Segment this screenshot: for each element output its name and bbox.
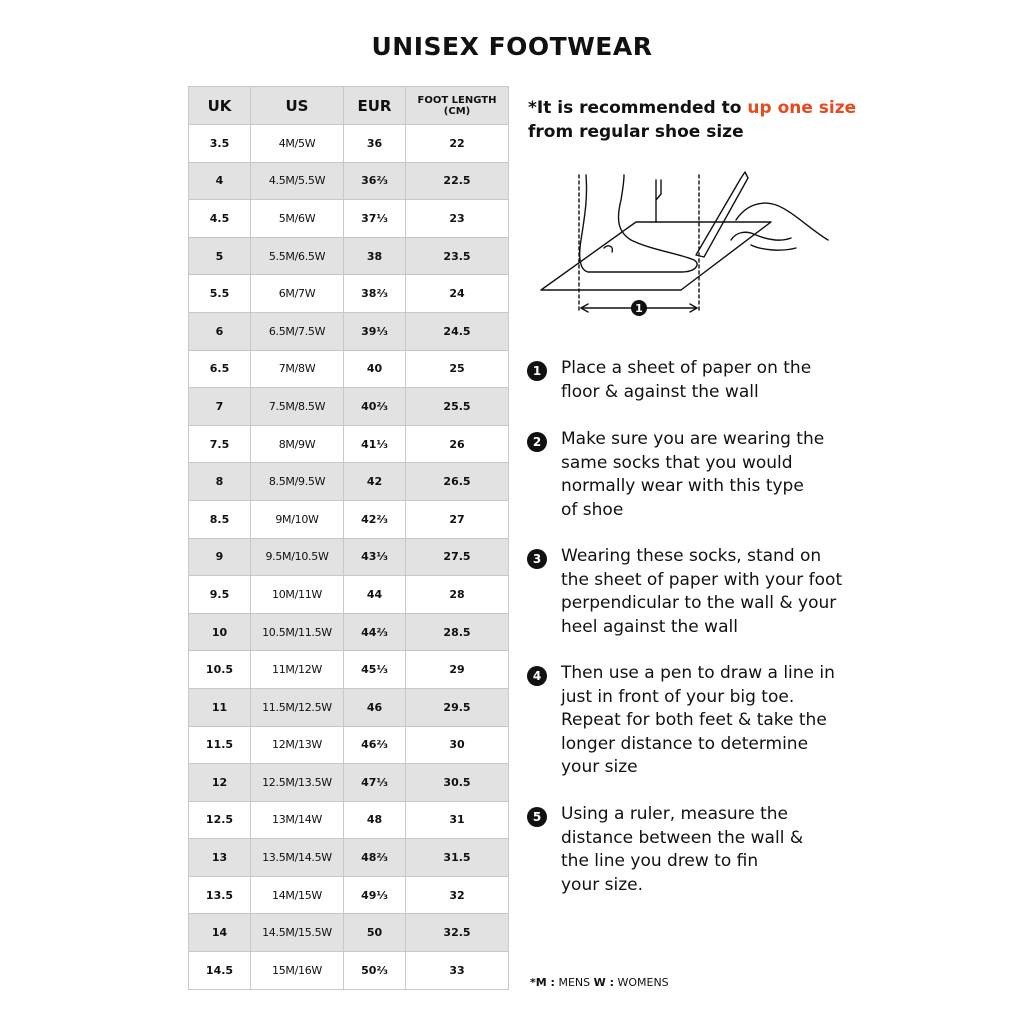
- cell-us: 5.5M/6.5W: [251, 237, 344, 275]
- cell-uk: 8.5: [189, 500, 251, 538]
- table-row: [189, 688, 509, 726]
- table-row: [189, 200, 509, 238]
- cell-uk: 8: [189, 463, 251, 501]
- cell-us: 11.5M/12.5W: [251, 688, 344, 726]
- footnote-m-key: M :: [535, 976, 555, 989]
- cell-us: 9.5M/10.5W: [251, 538, 344, 576]
- cell-eur: 47⅓: [344, 764, 406, 802]
- footnote-star: *: [530, 976, 536, 989]
- cell-eur: 36: [344, 125, 406, 163]
- header-us: US: [251, 87, 344, 125]
- table-row: [189, 613, 509, 651]
- step-text: Then use a pen to draw a line in just in front of your big toe. Repeat for both feet & take the longer distance to determine your size: [561, 663, 835, 777]
- cell-us: 13.5M/14.5W: [251, 839, 344, 877]
- table-row: [189, 839, 509, 877]
- cell-eur: 48: [344, 801, 406, 839]
- cell-eur: 40: [344, 350, 406, 388]
- recommendation-prefix: *It is recommended to: [528, 98, 748, 118]
- cell-us: 11M/12W: [251, 651, 344, 689]
- cell-foot-length: 31: [406, 801, 509, 839]
- cell-eur: 50⅔: [344, 952, 406, 990]
- cell-eur: 38: [344, 237, 406, 275]
- cell-us: 9M/10W: [251, 500, 344, 538]
- header-uk: UK: [189, 87, 251, 125]
- footnote-m-value: MENS: [554, 976, 594, 989]
- cell-eur: 43⅓: [344, 538, 406, 576]
- table-row: [189, 388, 509, 426]
- instructions-list: [527, 357, 867, 897]
- cell-foot-length: 32.5: [406, 914, 509, 952]
- table-row: [189, 651, 509, 689]
- cell-us: 6M/7W: [251, 275, 344, 313]
- footnote-w-key: W :: [593, 976, 614, 989]
- cell-foot-length: 25.5: [406, 388, 509, 426]
- cell-uk: 11: [189, 688, 251, 726]
- cell-uk: 13: [189, 839, 251, 877]
- step-number-icon: 3: [527, 549, 547, 569]
- step-number-icon: 1: [527, 361, 547, 381]
- cell-eur: 41⅓: [344, 425, 406, 463]
- cell-foot-length: 31.5: [406, 839, 509, 877]
- cell-eur: 48⅔: [344, 839, 406, 877]
- size-recommendation: [528, 96, 868, 144]
- cell-us: 4M/5W: [251, 125, 344, 163]
- step-number-icon: 4: [527, 666, 547, 686]
- cell-eur: 49⅓: [344, 876, 406, 914]
- cell-us: 12M/13W: [251, 726, 344, 764]
- cell-foot-length: 22: [406, 125, 509, 163]
- cell-foot-length: 28.5: [406, 613, 509, 651]
- step-text: Place a sheet of paper on the floor & against the wall: [561, 358, 812, 402]
- hand: [731, 203, 828, 250]
- cell-uk: 12: [189, 764, 251, 802]
- cell-eur: 44: [344, 576, 406, 614]
- footnote-w-value: WOMENS: [613, 976, 669, 989]
- cell-us: 13M/14W: [251, 801, 344, 839]
- cell-uk: 4.5: [189, 200, 251, 238]
- cell-eur: 50: [344, 914, 406, 952]
- cell-foot-length: 32: [406, 876, 509, 914]
- cell-uk: 4: [189, 162, 251, 200]
- cell-eur: 46⅔: [344, 726, 406, 764]
- step-number-icon: 5: [527, 807, 547, 827]
- size-chart-table: [188, 86, 509, 990]
- cell-uk: 10: [189, 613, 251, 651]
- cell-uk: 10.5: [189, 651, 251, 689]
- cell-us: 5M/6W: [251, 200, 344, 238]
- cell-us: 6.5M/7.5W: [251, 312, 344, 350]
- cell-foot-length: 23: [406, 200, 509, 238]
- size-rows: [189, 125, 509, 990]
- table-row: [189, 576, 509, 614]
- table-row: [189, 350, 509, 388]
- table-row: [189, 876, 509, 914]
- cell-uk: 9: [189, 538, 251, 576]
- cell-uk: 13.5: [189, 876, 251, 914]
- cell-us: 14M/15W: [251, 876, 344, 914]
- table-row: [189, 125, 509, 163]
- cell-us: 10.5M/11.5W: [251, 613, 344, 651]
- cell-foot-length: 22.5: [406, 162, 509, 200]
- cell-us: 7.5M/8.5W: [251, 388, 344, 426]
- recommendation-highlight: up one size: [747, 98, 857, 118]
- cell-uk: 5: [189, 237, 251, 275]
- cell-foot-length: 25: [406, 350, 509, 388]
- cell-eur: 37⅓: [344, 200, 406, 238]
- step-number-icon: 2: [527, 432, 547, 452]
- cell-foot-length: 33: [406, 952, 509, 990]
- cell-uk: 6: [189, 312, 251, 350]
- cell-uk: 11.5: [189, 726, 251, 764]
- step-text: Using a ruler, measure the distance between the wall & the line you drew to fin your size.: [561, 804, 804, 895]
- table-row: [189, 463, 509, 501]
- page-title: UNISEX FOOTWEAR: [371, 32, 653, 61]
- cell-eur: 42: [344, 463, 406, 501]
- cell-foot-length: 30: [406, 726, 509, 764]
- table-row: [189, 312, 509, 350]
- cell-foot-length: 27.5: [406, 538, 509, 576]
- cell-us: 8M/9W: [251, 425, 344, 463]
- foot-measure-illustration: [536, 160, 836, 320]
- table-row: [189, 914, 509, 952]
- table-row: [189, 764, 509, 802]
- cell-us: 15M/16W: [251, 952, 344, 990]
- table-row: [189, 162, 509, 200]
- cell-uk: 12.5: [189, 801, 251, 839]
- step-text: Wearing these socks, stand on the sheet of paper with your foot perpendicular to the wall & your heel against the wall: [561, 546, 843, 637]
- header-eur: EUR: [344, 87, 406, 125]
- instruction-step: [527, 803, 867, 897]
- cell-eur: 44⅔: [344, 613, 406, 651]
- cell-foot-length: 26: [406, 425, 509, 463]
- table-row: [189, 425, 509, 463]
- cell-foot-length: 28: [406, 576, 509, 614]
- cell-uk: 14.5: [189, 952, 251, 990]
- cell-foot-length: 27: [406, 500, 509, 538]
- cell-us: 12.5M/13.5W: [251, 764, 344, 802]
- cell-eur: 42⅔: [344, 500, 406, 538]
- cell-foot-length: 29: [406, 651, 509, 689]
- instruction-step: [527, 662, 867, 803]
- table-row: [189, 538, 509, 576]
- cell-foot-length: 30.5: [406, 764, 509, 802]
- cell-eur: 40⅔: [344, 388, 406, 426]
- cell-uk: 7.5: [189, 425, 251, 463]
- cell-foot-length: 29.5: [406, 688, 509, 726]
- instruction-step: [527, 357, 867, 428]
- cell-us: 10M/11W: [251, 576, 344, 614]
- cell-foot-length: 24: [406, 275, 509, 313]
- step-text: Make sure you are wearing the same socks that you would normally wear with this type of shoe: [561, 429, 825, 520]
- cell-us: 14.5M/15.5W: [251, 914, 344, 952]
- cell-foot-length: 23.5: [406, 237, 509, 275]
- cell-foot-length: 26.5: [406, 463, 509, 501]
- cell-uk: 3.5: [189, 125, 251, 163]
- cell-uk: 9.5: [189, 576, 251, 614]
- cell-uk: 7: [189, 388, 251, 426]
- cell-eur: 36⅔: [344, 162, 406, 200]
- foot-outline: [580, 175, 697, 272]
- table-row: [189, 952, 509, 990]
- paper-sheet: [541, 222, 771, 290]
- cell-eur: 45⅓: [344, 651, 406, 689]
- instruction-step: [527, 545, 867, 662]
- table-header-row: [189, 87, 509, 125]
- cell-us: 8.5M/9.5W: [251, 463, 344, 501]
- cell-eur: 39⅓: [344, 312, 406, 350]
- cell-uk: 5.5: [189, 275, 251, 313]
- measure-marker-number: 1: [635, 302, 643, 315]
- cell-foot-length: 24.5: [406, 312, 509, 350]
- size-legend-footnote: [530, 976, 669, 989]
- cell-us: 7M/8W: [251, 350, 344, 388]
- cell-us: 4.5M/5.5W: [251, 162, 344, 200]
- cell-uk: 6.5: [189, 350, 251, 388]
- header-foot-length: FOOT LENGTH (CM): [406, 87, 509, 125]
- table-row: [189, 801, 509, 839]
- instruction-step: [527, 428, 867, 545]
- cell-uk: 14: [189, 914, 251, 952]
- recommendation-suffix: from regular shoe size: [528, 122, 744, 142]
- table-row: [189, 237, 509, 275]
- table-row: [189, 500, 509, 538]
- table-row: [189, 275, 509, 313]
- cell-eur: 46: [344, 688, 406, 726]
- cell-eur: 38⅔: [344, 275, 406, 313]
- table-row: [189, 726, 509, 764]
